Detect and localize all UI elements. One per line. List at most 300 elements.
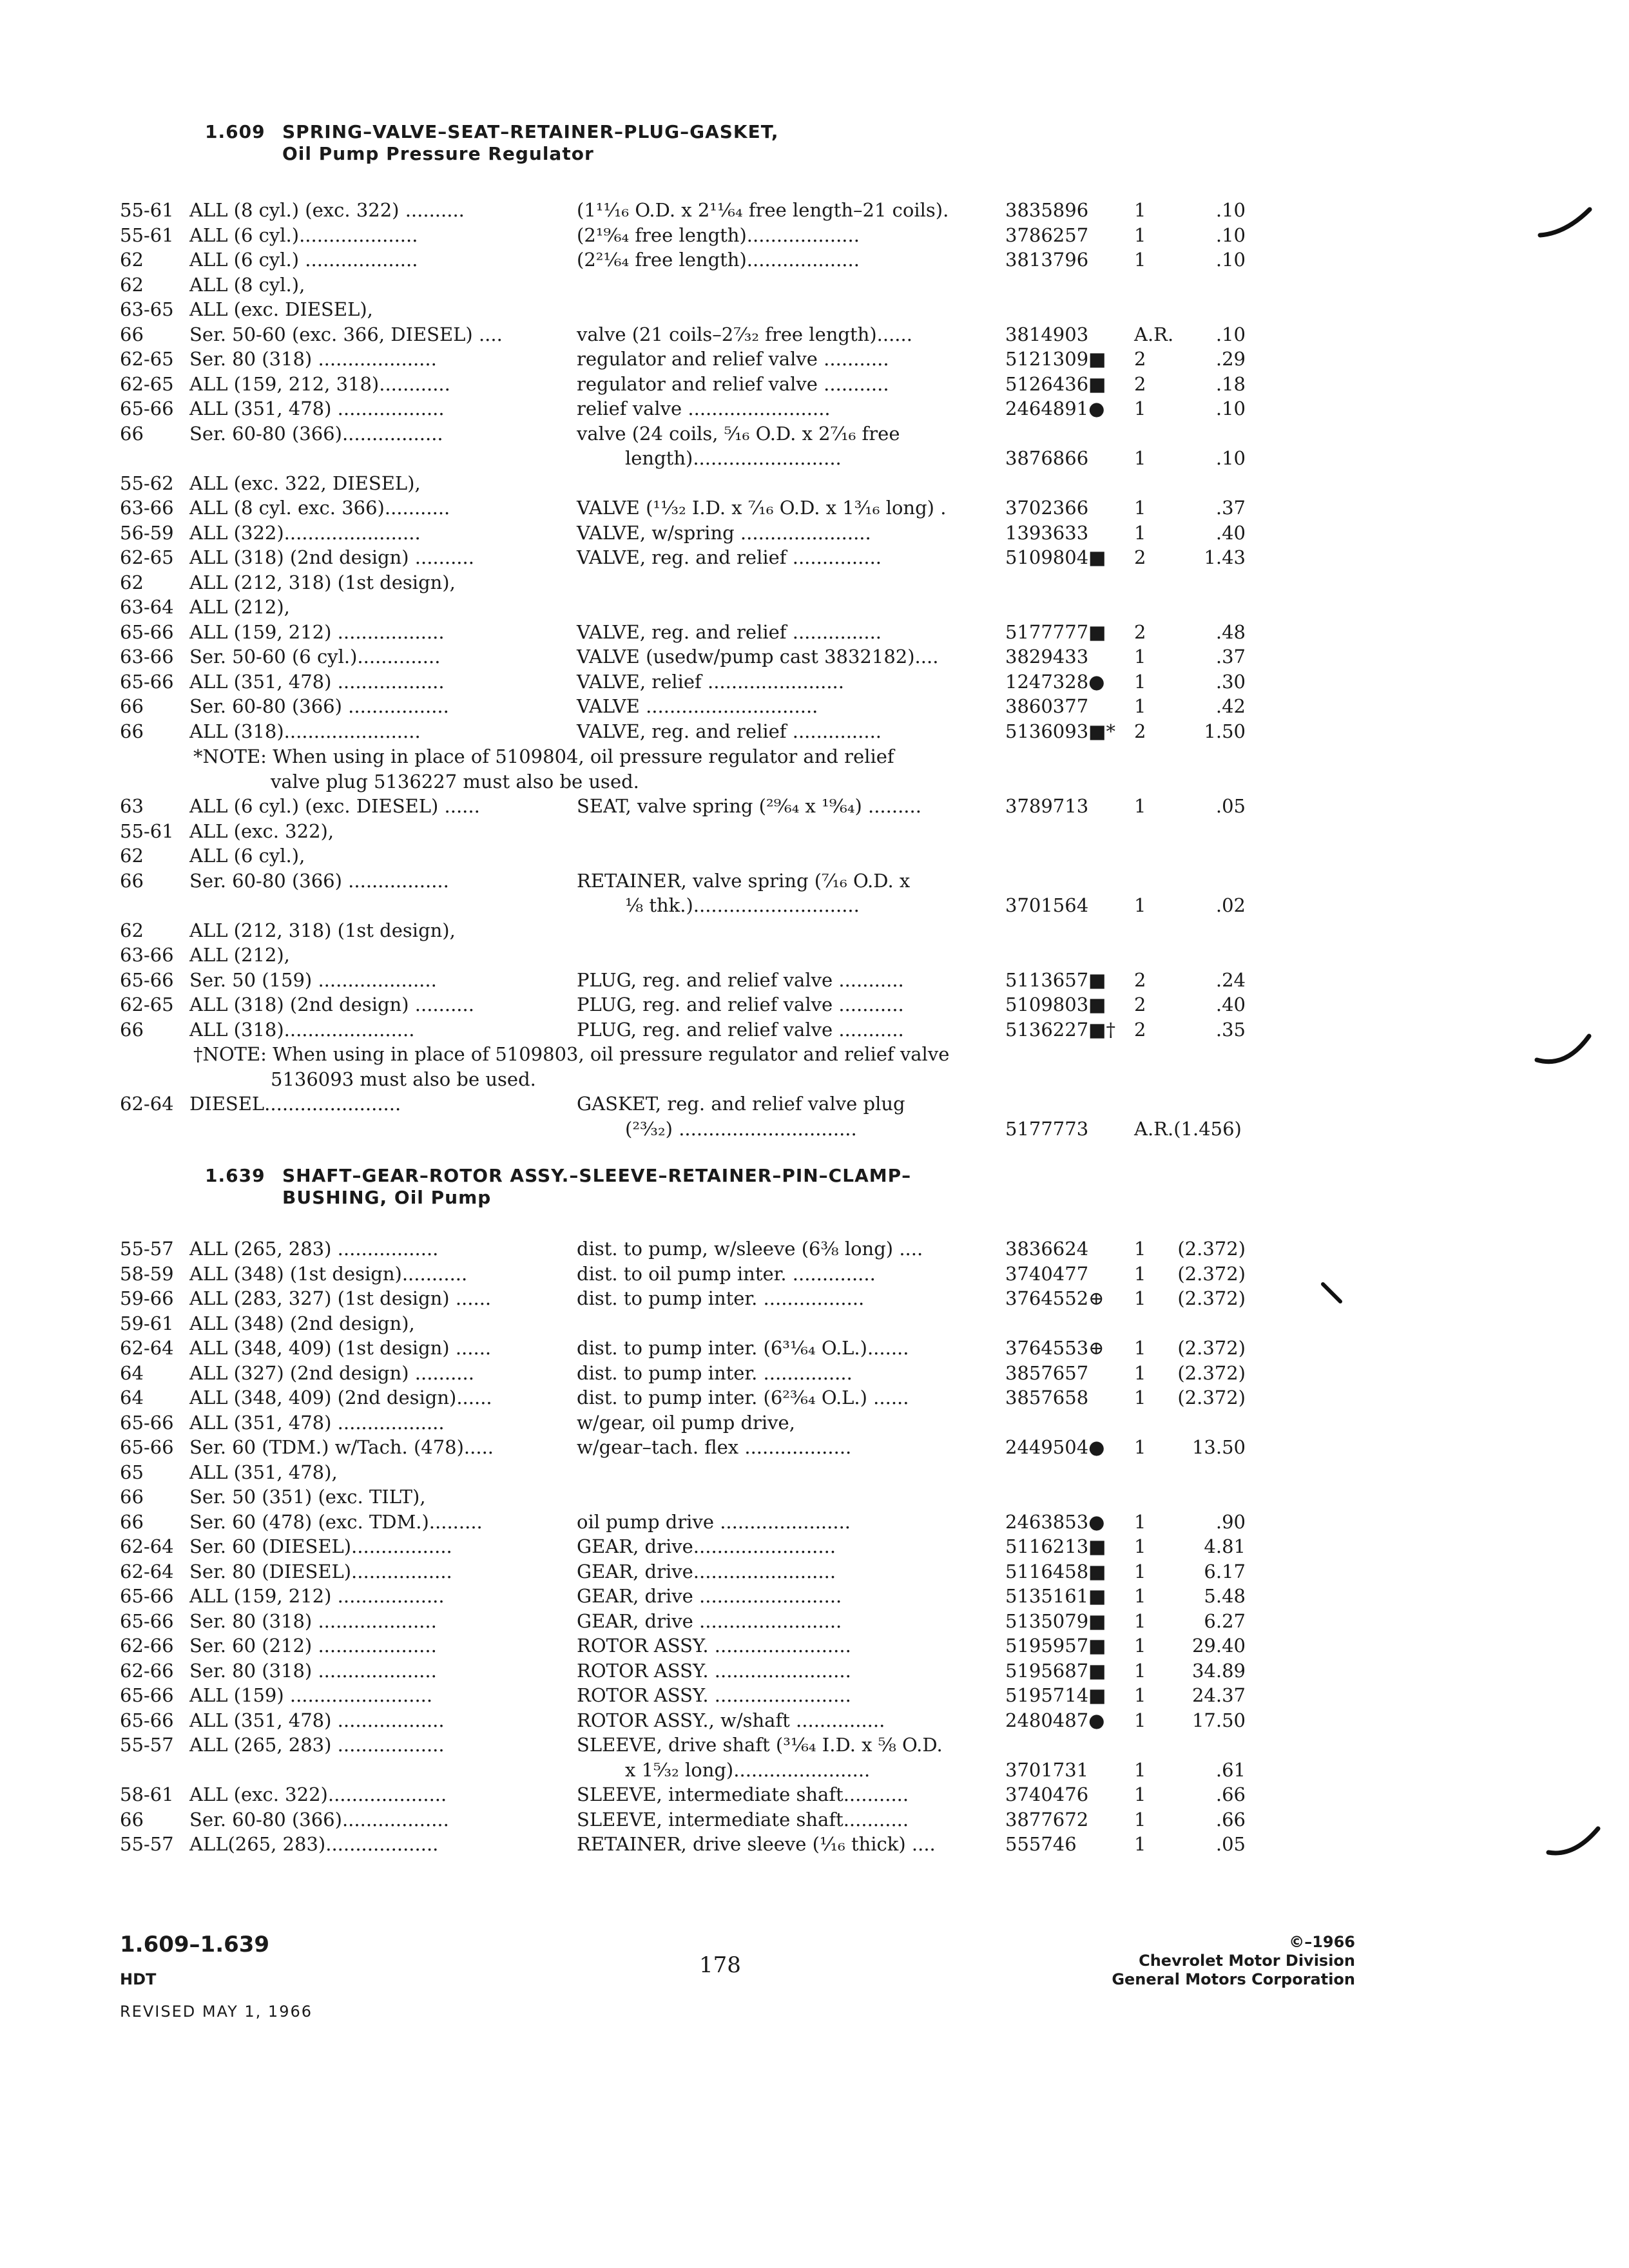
table-row bbox=[0, 893, 1629, 918]
part-description: VALVE, reg. and relief ............... bbox=[577, 720, 882, 742]
part-description: dist. to oil pump inter. .............. bbox=[577, 1262, 876, 1285]
quantity: 1 bbox=[1134, 1659, 1146, 1682]
year-range: 63-64 bbox=[120, 596, 174, 618]
quantity: 1 bbox=[1134, 1287, 1146, 1309]
quantity: 1 bbox=[1134, 795, 1146, 817]
section-1639-header bbox=[205, 1165, 911, 1209]
table-row bbox=[0, 1633, 1629, 1658]
quantity: 2 bbox=[1134, 372, 1146, 395]
price: .61 bbox=[1215, 1758, 1246, 1781]
price: (2.372) bbox=[1177, 1361, 1246, 1384]
price: 17.50 bbox=[1191, 1709, 1246, 1731]
part-description-cont: ⅛ thk.)............................ bbox=[625, 894, 860, 916]
table-row bbox=[0, 968, 1629, 993]
price: .10 bbox=[1215, 199, 1246, 221]
year-range: 55-57 bbox=[120, 1238, 174, 1260]
quantity: 1 bbox=[1134, 1684, 1146, 1706]
part-description: PLUG, reg. and relief valve ........... bbox=[577, 1018, 904, 1041]
model-application: Ser. 60-80 (366).................. bbox=[189, 1808, 449, 1831]
year-range: 63-66 bbox=[120, 646, 174, 668]
quantity: 2 bbox=[1134, 1018, 1146, 1041]
part-description: VALVE, relief ....................... bbox=[577, 670, 844, 693]
year-range: 66 bbox=[120, 1018, 144, 1041]
quantity: 1 bbox=[1134, 497, 1146, 519]
quantity: 2 bbox=[1134, 546, 1146, 568]
part-number: 5195714■ bbox=[1005, 1684, 1106, 1706]
price: 5.48 bbox=[1204, 1585, 1246, 1607]
model-application: ALL (exc. 322, DIESEL), bbox=[189, 472, 421, 494]
model-application: ALL (318) (2nd design) .......... bbox=[189, 546, 474, 568]
model-application: ALL (348, 409) (1st design) ...... bbox=[189, 1337, 492, 1359]
table-row bbox=[0, 1758, 1629, 1783]
part-number: 3764552⊕ bbox=[1005, 1287, 1104, 1309]
model-application: ALL (212), bbox=[189, 596, 290, 618]
model-application: ALL (6 cyl.) ................... bbox=[189, 249, 418, 271]
model-application: ALL (212), bbox=[189, 944, 290, 966]
model-application: Ser. 50 (351) (exc. TILT), bbox=[189, 1486, 426, 1508]
year-range: 62-66 bbox=[120, 1635, 174, 1657]
table-row bbox=[0, 843, 1629, 869]
table-row bbox=[0, 1410, 1629, 1436]
note-text: *NOTE: When using in place of 5109804, oil pressure regulator and relief bbox=[193, 745, 894, 767]
year-range: 63-65 bbox=[120, 298, 174, 320]
table-row bbox=[0, 545, 1629, 570]
section-title: SHAFT–GEAR–ROTOR ASSY.–SLEEVE–RETAINER–PIN–CLAMP– bbox=[282, 1165, 912, 1186]
table-row bbox=[0, 794, 1629, 819]
year-range: 62 bbox=[120, 919, 144, 941]
quantity: 1 bbox=[1134, 1510, 1146, 1533]
part-number: 555746 bbox=[1005, 1833, 1077, 1855]
quantity: 1 bbox=[1134, 695, 1146, 717]
part-description: ROTOR ASSY. ....................... bbox=[577, 1659, 851, 1682]
price: 4.81 bbox=[1204, 1535, 1246, 1557]
price: .40 bbox=[1215, 994, 1246, 1015]
part-description: oil pump drive ...................... bbox=[577, 1510, 851, 1533]
section-number: 1.639 bbox=[205, 1165, 265, 1186]
price: 29.40 bbox=[1191, 1635, 1246, 1657]
model-application: Ser. 80 (DIESEL)................. bbox=[189, 1560, 452, 1582]
footer-publisher bbox=[1112, 1933, 1355, 1989]
part-number: 3835896 bbox=[1005, 199, 1089, 221]
quantity: 1 bbox=[1134, 1635, 1146, 1657]
table-row bbox=[0, 719, 1629, 744]
year-range: 65-66 bbox=[120, 1411, 174, 1434]
quantity: 1 bbox=[1134, 398, 1146, 419]
model-application: ALL (318)....................... bbox=[189, 720, 421, 742]
part-number: 2464891● bbox=[1005, 398, 1105, 419]
margin-check-mark bbox=[1545, 1823, 1603, 1862]
price: .48 bbox=[1215, 620, 1246, 643]
model-application: Ser. 60 (DIESEL)................. bbox=[189, 1535, 452, 1557]
quantity: 1 bbox=[1134, 1262, 1146, 1285]
year-range: 59-66 bbox=[120, 1287, 174, 1309]
model-application: Ser. 60-80 (366) ................. bbox=[189, 695, 449, 717]
part-description: SLEEVE, drive shaft (³¹⁄₆₄ I.D. x ⅝ O.D. bbox=[577, 1734, 943, 1756]
part-description: dist. to pump inter. (6²³⁄₆₄ O.L.) ...... bbox=[577, 1387, 909, 1408]
year-range: 62-65 bbox=[120, 372, 174, 395]
part-number: 3764553⊕ bbox=[1005, 1337, 1104, 1359]
quantity: 1 bbox=[1134, 521, 1146, 544]
table-row bbox=[0, 1559, 1629, 1584]
part-description: w/gear–tach. flex .................. bbox=[577, 1436, 852, 1458]
model-application: ALL (8 cyl.) (exc. 322) .......... bbox=[189, 199, 465, 221]
table-row bbox=[0, 1017, 1629, 1043]
margin-check-mark bbox=[1318, 1279, 1350, 1314]
year-range: 65-66 bbox=[120, 1709, 174, 1731]
table-row bbox=[0, 1336, 1629, 1361]
part-number: 3876866 bbox=[1005, 447, 1089, 469]
part-description: VALVE (usedw/pump cast 3832182).... bbox=[577, 646, 939, 668]
year-range: 65-66 bbox=[120, 670, 174, 693]
part-number: 5116458■ bbox=[1005, 1560, 1106, 1582]
part-description: VALVE, reg. and relief ............... bbox=[577, 620, 882, 643]
part-number: 5109803■ bbox=[1005, 994, 1106, 1015]
year-range: 62-65 bbox=[120, 994, 174, 1015]
part-description: (2¹⁹⁄₆₄ free length)................... bbox=[577, 224, 860, 246]
table-row bbox=[0, 943, 1629, 968]
quantity: 1 bbox=[1134, 1436, 1146, 1458]
part-description: dist. to pump inter. (6³¹⁄₆₄ O.L.)....... bbox=[577, 1337, 909, 1359]
part-number: 5195957■ bbox=[1005, 1635, 1106, 1657]
model-application: ALL (exc. 322), bbox=[189, 820, 334, 842]
part-description: SLEEVE, intermediate shaft........... bbox=[577, 1808, 909, 1831]
price: .35 bbox=[1215, 1018, 1246, 1041]
section-1609-table bbox=[0, 198, 1629, 744]
year-range: 62 bbox=[120, 845, 144, 867]
model-application: Ser. 60-80 (366) ................. bbox=[189, 869, 449, 892]
model-application: Ser. 60 (212) .................... bbox=[189, 1635, 437, 1657]
part-description: ROTOR ASSY. ....................... bbox=[577, 1635, 851, 1657]
table-row bbox=[0, 669, 1629, 695]
quantity: 1 bbox=[1134, 1387, 1146, 1408]
footer-section-range: 1.609–1.639 bbox=[120, 1932, 270, 1957]
section-title: SPRING–VALVE–SEAT–RETAINER–PLUG–GASKET, bbox=[282, 121, 779, 142]
year-range: 66 bbox=[120, 695, 144, 717]
year-range: 55-61 bbox=[120, 820, 174, 842]
table-row bbox=[0, 644, 1629, 669]
part-number: 5135161■ bbox=[1005, 1585, 1106, 1607]
part-number: 5109804■ bbox=[1005, 546, 1106, 568]
part-number: 5136093■* bbox=[1005, 720, 1116, 742]
quantity: 1 bbox=[1134, 1808, 1146, 1831]
quantity: 1 bbox=[1134, 249, 1146, 271]
year-range: 65-66 bbox=[120, 968, 174, 991]
part-number: 5113657■ bbox=[1005, 968, 1106, 991]
model-application: ALL (351, 478), bbox=[189, 1461, 338, 1483]
section-subtitle: BUSHING, Oil Pump bbox=[282, 1187, 492, 1208]
part-number: 5135079■ bbox=[1005, 1610, 1106, 1632]
table-row bbox=[0, 595, 1629, 620]
table-row bbox=[0, 273, 1629, 298]
note-2 bbox=[0, 1042, 1629, 1091]
model-application: Ser. 80 (318) .................... bbox=[189, 1659, 437, 1682]
model-application: ALL(265, 283)................... bbox=[189, 1833, 439, 1855]
model-application: ALL (283, 327) (1st design) ...... bbox=[189, 1287, 492, 1309]
price: 1.50 bbox=[1204, 720, 1246, 742]
part-number: 2449504● bbox=[1005, 1436, 1105, 1458]
model-application: Ser. 50 (159) .................... bbox=[189, 968, 437, 991]
price: 1.43 bbox=[1204, 546, 1246, 568]
part-number: 1393633 bbox=[1005, 521, 1089, 544]
year-range: 66 bbox=[120, 1510, 144, 1533]
year-range: 66 bbox=[120, 1808, 144, 1831]
quantity: 1 bbox=[1134, 1758, 1146, 1781]
part-number: 3829433 bbox=[1005, 646, 1089, 668]
part-description: regulator and relief valve ........... bbox=[577, 372, 889, 395]
part-number: 2463853● bbox=[1005, 1510, 1105, 1533]
table-row bbox=[0, 1708, 1629, 1733]
model-application: ALL (212, 318) (1st design), bbox=[189, 571, 456, 593]
model-application: ALL (8 cyl.), bbox=[189, 273, 305, 296]
part-description: (1¹¹⁄₁₆ O.D. x 2¹¹⁄₆₄ free length–21 coils). bbox=[577, 199, 949, 221]
year-range: 62-65 bbox=[120, 546, 174, 568]
model-application: ALL (351, 478) .................. bbox=[189, 1709, 445, 1731]
model-application: ALL (265, 283) ................. bbox=[189, 1238, 439, 1260]
table-row bbox=[0, 819, 1629, 844]
year-range: 62-64 bbox=[120, 1093, 174, 1115]
price: 6.27 bbox=[1204, 1610, 1246, 1632]
table-row bbox=[0, 1609, 1629, 1634]
part-description-cont: x 1⁵⁄₃₂ long)....................... bbox=[625, 1758, 871, 1781]
price: 13.50 bbox=[1191, 1436, 1246, 1458]
table-row bbox=[0, 620, 1629, 645]
section-1609-header bbox=[205, 121, 779, 165]
table-row bbox=[0, 918, 1629, 943]
part-number: 3860377 bbox=[1005, 695, 1089, 717]
price: (2.372) bbox=[1177, 1337, 1246, 1359]
quantity: 1 bbox=[1134, 1560, 1146, 1582]
year-range: 55-62 bbox=[120, 472, 174, 494]
part-description-cont: length)......................... bbox=[625, 447, 842, 469]
year-range: 65-66 bbox=[120, 620, 174, 643]
year-range: 62-64 bbox=[120, 1560, 174, 1582]
part-description: VALVE ............................. bbox=[577, 695, 818, 717]
quantity: 1 bbox=[1134, 1238, 1146, 1260]
part-description: RETAINER, valve spring (⁷⁄₁₆ O.D. x bbox=[577, 869, 911, 892]
table-row bbox=[0, 1782, 1629, 1807]
part-description: dist. to pump inter. ................. bbox=[577, 1287, 865, 1309]
table-row bbox=[0, 1683, 1629, 1708]
footer-revised: REVISED MAY 1, 1966 bbox=[120, 2003, 313, 2021]
part-description: dist. to pump inter. ............... bbox=[577, 1361, 853, 1384]
table-row bbox=[0, 1807, 1629, 1832]
quantity: 2 bbox=[1134, 994, 1146, 1015]
price: (2.372) bbox=[1177, 1387, 1246, 1408]
model-application: Ser. 60 (478) (exc. TDM.)......... bbox=[189, 1510, 483, 1533]
quantity: 1 bbox=[1134, 1535, 1146, 1557]
model-application: ALL (348, 409) (2nd design)...... bbox=[189, 1387, 492, 1408]
model-application: ALL (265, 283) .................. bbox=[189, 1734, 445, 1756]
table-row bbox=[0, 1091, 1629, 1117]
price: .37 bbox=[1215, 646, 1246, 668]
table-row bbox=[0, 869, 1629, 894]
part-description: VALVE (¹¹⁄₃₂ I.D. x ⁷⁄₁₆ O.D. x 1³⁄₁₆ long) . bbox=[577, 497, 947, 519]
part-description: (2²¹⁄₆₄ free length)................... bbox=[577, 249, 860, 271]
year-range: 56-59 bbox=[120, 521, 174, 544]
price: 34.89 bbox=[1191, 1659, 1246, 1682]
year-range: 55-57 bbox=[120, 1734, 174, 1756]
part-number: 5136227■† bbox=[1005, 1018, 1116, 1041]
quantity: 1 bbox=[1134, 1610, 1146, 1632]
price: .18 bbox=[1215, 372, 1246, 395]
part-description: regulator and relief valve ........... bbox=[577, 348, 889, 370]
table-row bbox=[0, 446, 1629, 471]
year-range: 65-66 bbox=[120, 1585, 174, 1607]
year-range: 62 bbox=[120, 273, 144, 296]
table-row bbox=[0, 1361, 1629, 1386]
price: (2.372) bbox=[1177, 1262, 1246, 1285]
year-range: 62-64 bbox=[120, 1337, 174, 1359]
year-range: 65-66 bbox=[120, 1610, 174, 1632]
part-description: valve (21 coils–2⁷⁄₃₂ free length)...... bbox=[577, 323, 912, 345]
quantity: A.R.(1.456) bbox=[1134, 1117, 1242, 1140]
corporation-name: General Motors Corporation bbox=[1112, 1970, 1355, 1988]
part-description: relief valve ........................ bbox=[577, 398, 831, 419]
part-number: 5126436■ bbox=[1005, 372, 1106, 395]
part-number: 5195687■ bbox=[1005, 1659, 1106, 1682]
table-row bbox=[0, 1510, 1629, 1535]
quantity: 1 bbox=[1134, 1833, 1146, 1855]
part-description: ROTOR ASSY., w/shaft ............... bbox=[577, 1709, 885, 1731]
section-number: 1.609 bbox=[205, 121, 265, 142]
note-1 bbox=[0, 744, 1629, 794]
part-number: 3740477 bbox=[1005, 1262, 1089, 1285]
section-subtitle: Oil Pump Pressure Regulator bbox=[282, 143, 594, 164]
table-row bbox=[0, 471, 1629, 496]
year-range: 62 bbox=[120, 249, 144, 271]
table-row bbox=[0, 396, 1629, 421]
part-description: GEAR, drive........................ bbox=[577, 1535, 836, 1557]
table-row bbox=[0, 1262, 1629, 1287]
model-application: ALL (6 cyl.), bbox=[189, 845, 305, 867]
year-range: 64 bbox=[120, 1361, 144, 1384]
division-name: Chevrolet Motor Division bbox=[1139, 1952, 1355, 1970]
table-row bbox=[0, 1311, 1629, 1336]
margin-check-mark bbox=[1534, 1031, 1595, 1070]
section-1609-table-cont bbox=[0, 794, 1629, 1042]
part-description: GEAR, drive ........................ bbox=[577, 1610, 842, 1632]
margin-check-mark bbox=[1537, 206, 1595, 238]
part-number: 3836624 bbox=[1005, 1238, 1089, 1260]
part-number: 3813796 bbox=[1005, 249, 1089, 271]
table-row bbox=[0, 372, 1629, 397]
part-number: 5116213■ bbox=[1005, 1535, 1106, 1557]
part-number: 3814903 bbox=[1005, 323, 1089, 345]
part-description: PLUG, reg. and relief valve ........... bbox=[577, 994, 904, 1015]
part-description: SLEEVE, intermediate shaft........... bbox=[577, 1783, 909, 1805]
table-row bbox=[0, 1286, 1629, 1311]
table-row bbox=[0, 347, 1629, 372]
model-application: ALL (159, 212) .................. bbox=[189, 1585, 445, 1607]
year-range: 65-66 bbox=[120, 1436, 174, 1458]
table-row bbox=[0, 570, 1629, 595]
price: .40 bbox=[1215, 521, 1246, 544]
price: .66 bbox=[1215, 1808, 1246, 1831]
part-number: 3786257 bbox=[1005, 224, 1089, 246]
model-application: ALL (318) (2nd design) .......... bbox=[189, 994, 474, 1015]
price: 24.37 bbox=[1191, 1684, 1246, 1706]
quantity: 1 bbox=[1134, 1337, 1146, 1359]
model-application: Ser. 50-60 (exc. 366, DIESEL) .... bbox=[189, 323, 503, 345]
year-range: 64 bbox=[120, 1387, 144, 1408]
year-range: 62-64 bbox=[120, 1535, 174, 1557]
part-number: 3740476 bbox=[1005, 1783, 1089, 1805]
part-number: 5121309■ bbox=[1005, 348, 1106, 370]
model-application: ALL (318)...................... bbox=[189, 1018, 415, 1041]
model-application: DIESEL....................... bbox=[189, 1093, 401, 1115]
model-application: ALL (351, 478) .................. bbox=[189, 670, 445, 693]
part-description: GEAR, drive........................ bbox=[577, 1560, 836, 1582]
part-description: SEAT, valve spring (²⁹⁄₆₄ x ¹⁹⁄₆₄) ......... bbox=[577, 795, 921, 817]
model-application: Ser. 60-80 (366)................. bbox=[189, 422, 443, 445]
part-number: 3789713 bbox=[1005, 795, 1089, 817]
quantity: 1 bbox=[1134, 199, 1146, 221]
model-application: ALL (exc. 322).................... bbox=[189, 1783, 447, 1805]
part-description: GEAR, drive ........................ bbox=[577, 1585, 842, 1607]
model-application: ALL (351, 478) .................. bbox=[189, 398, 445, 419]
part-number: 3701564 bbox=[1005, 894, 1089, 916]
model-application: Ser. 80 (318) .................... bbox=[189, 1610, 437, 1632]
year-range: 58-61 bbox=[120, 1783, 174, 1805]
part-description-cont: (²³⁄₃₂) .............................. bbox=[625, 1117, 857, 1140]
table-row bbox=[0, 1117, 1629, 1142]
copyright: ©–1966 bbox=[1289, 1933, 1355, 1951]
quantity: 1 bbox=[1134, 894, 1146, 916]
model-application: ALL (322)....................... bbox=[189, 521, 421, 544]
quantity: A.R. bbox=[1134, 323, 1174, 345]
table-row bbox=[0, 1236, 1629, 1262]
model-application: ALL (8 cyl. exc. 366)........... bbox=[189, 497, 450, 519]
model-application: Ser. 50-60 (6 cyl.).............. bbox=[189, 646, 441, 668]
part-number: 3701731 bbox=[1005, 1758, 1089, 1781]
year-range: 66 bbox=[120, 869, 144, 892]
table-row bbox=[0, 1584, 1629, 1609]
table-row bbox=[0, 297, 1629, 322]
year-range: 63-66 bbox=[120, 497, 174, 519]
year-range: 58-59 bbox=[120, 1262, 174, 1285]
model-application: Ser. 60 (TDM.) w/Tach. (478)..... bbox=[189, 1436, 494, 1458]
year-range: 63-66 bbox=[120, 944, 174, 966]
model-application: ALL (327) (2nd design) .......... bbox=[189, 1361, 474, 1384]
part-description: w/gear, oil pump drive, bbox=[577, 1411, 795, 1434]
price: .30 bbox=[1215, 670, 1246, 693]
year-range: 62-65 bbox=[120, 348, 174, 370]
table-row bbox=[0, 1733, 1629, 1758]
part-description: VALVE, w/spring ...................... bbox=[577, 521, 871, 544]
part-number: 3877672 bbox=[1005, 1808, 1089, 1831]
price: .10 bbox=[1215, 323, 1246, 345]
price: (2.372) bbox=[1177, 1238, 1246, 1260]
part-number: 5177777■ bbox=[1005, 620, 1106, 643]
model-application: ALL (159, 212) .................. bbox=[189, 620, 445, 643]
part-description: RETAINER, drive sleeve (¹⁄₁₆ thick) .... bbox=[577, 1833, 936, 1855]
note-text: †NOTE: When using in place of 5109803, oil pressure regulator and relief valve bbox=[193, 1043, 950, 1065]
quantity: 2 bbox=[1134, 348, 1146, 370]
table-row bbox=[0, 1832, 1629, 1857]
year-range: 65-66 bbox=[120, 398, 174, 419]
price: .10 bbox=[1215, 398, 1246, 419]
price: .05 bbox=[1215, 1833, 1246, 1855]
quantity: 1 bbox=[1134, 224, 1146, 246]
price: .10 bbox=[1215, 447, 1246, 469]
note-text: valve plug 5136227 must also be used. bbox=[271, 770, 639, 793]
part-number: 3857657 bbox=[1005, 1361, 1089, 1384]
part-description: dist. to pump, w/sleeve (6⅜ long) .... bbox=[577, 1238, 923, 1260]
price: .42 bbox=[1215, 695, 1246, 717]
part-number: 2480487● bbox=[1005, 1709, 1105, 1731]
model-application: ALL (6 cyl.) (exc. DIESEL) ...... bbox=[189, 795, 480, 817]
table-row bbox=[0, 694, 1629, 719]
